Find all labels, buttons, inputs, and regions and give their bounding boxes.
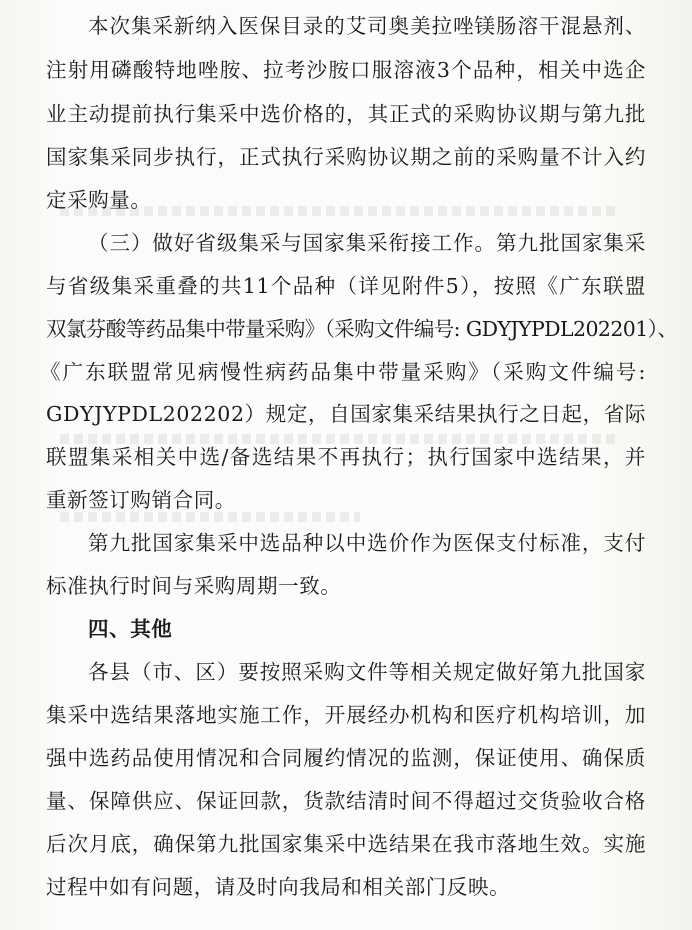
paragraph-line: 联盟集采相关中选/备选结果不再执行；执行国家中选结果，并 — [46, 445, 646, 469]
paragraph-line: 过程中如有问题，请及时向我局和相关部门反映。 — [46, 875, 511, 899]
paragraph-line: 各县（市、区）要按照采购文件等相关规定做好第九批国家 — [88, 660, 646, 684]
paragraph-line: 国家集采同步执行，正式执行采购协议期之前的采购量不计入约 — [46, 145, 646, 169]
paragraph-line: 后次月底，确保第九批国家集采中选结果在我市落地生效。实施 — [46, 832, 646, 856]
paragraph-line: 强中选药品使用情况和合同履约情况的监测，保证使用、确保质 — [46, 746, 646, 770]
paragraph-line: 定采购量。 — [46, 188, 152, 212]
paragraph-line: 标准执行时间与采购周期一致。 — [46, 574, 342, 598]
paragraph-line: 双氯芬酸等药品集中带量采购》（采购文件编号: GDYJYPDL202201）、 — [46, 317, 678, 341]
paragraph-line: 与省级集采重叠的共11个品种（详见附件5），按照《广东联盟 — [46, 274, 646, 298]
paragraph-line: GDYJYPDL202202）规定，自国家集采结果执行之日起，省际 — [46, 402, 646, 426]
paragraph-line: 集采中选结果落地实施工作，开展经办机构和医疗机构培训，加 — [46, 703, 646, 727]
paragraph-line: 第九批国家集采中选品种以中选价作为医保支付标准，支付 — [88, 531, 646, 555]
paragraph-line: 本次集采新纳入医保目录的艾司奥美拉唑镁肠溶干混悬剂、 — [88, 14, 646, 38]
section-heading: 四、其他 — [88, 617, 173, 641]
paragraph-line: 量、保障供应、保证回款，货款结清时间不得超过交货验收合格 — [46, 789, 646, 813]
paragraph-line: （三）做好省级集采与国家集采衔接工作。第九批国家集采 — [88, 231, 646, 255]
paragraph-line: 注射用磷酸特地唑胺、拉考沙胺口服溶液3个品种，相关中选企 — [46, 58, 646, 82]
paragraph-line: 《广东联盟常见病慢性病药品集中带量采购》（采购文件编号: — [40, 360, 646, 384]
paragraph-line: 重新签订购销合同。 — [46, 488, 236, 512]
paragraph-line: 业主动提前执行集采中选价格的，其正式的采购协议期与第九批 — [46, 102, 646, 126]
